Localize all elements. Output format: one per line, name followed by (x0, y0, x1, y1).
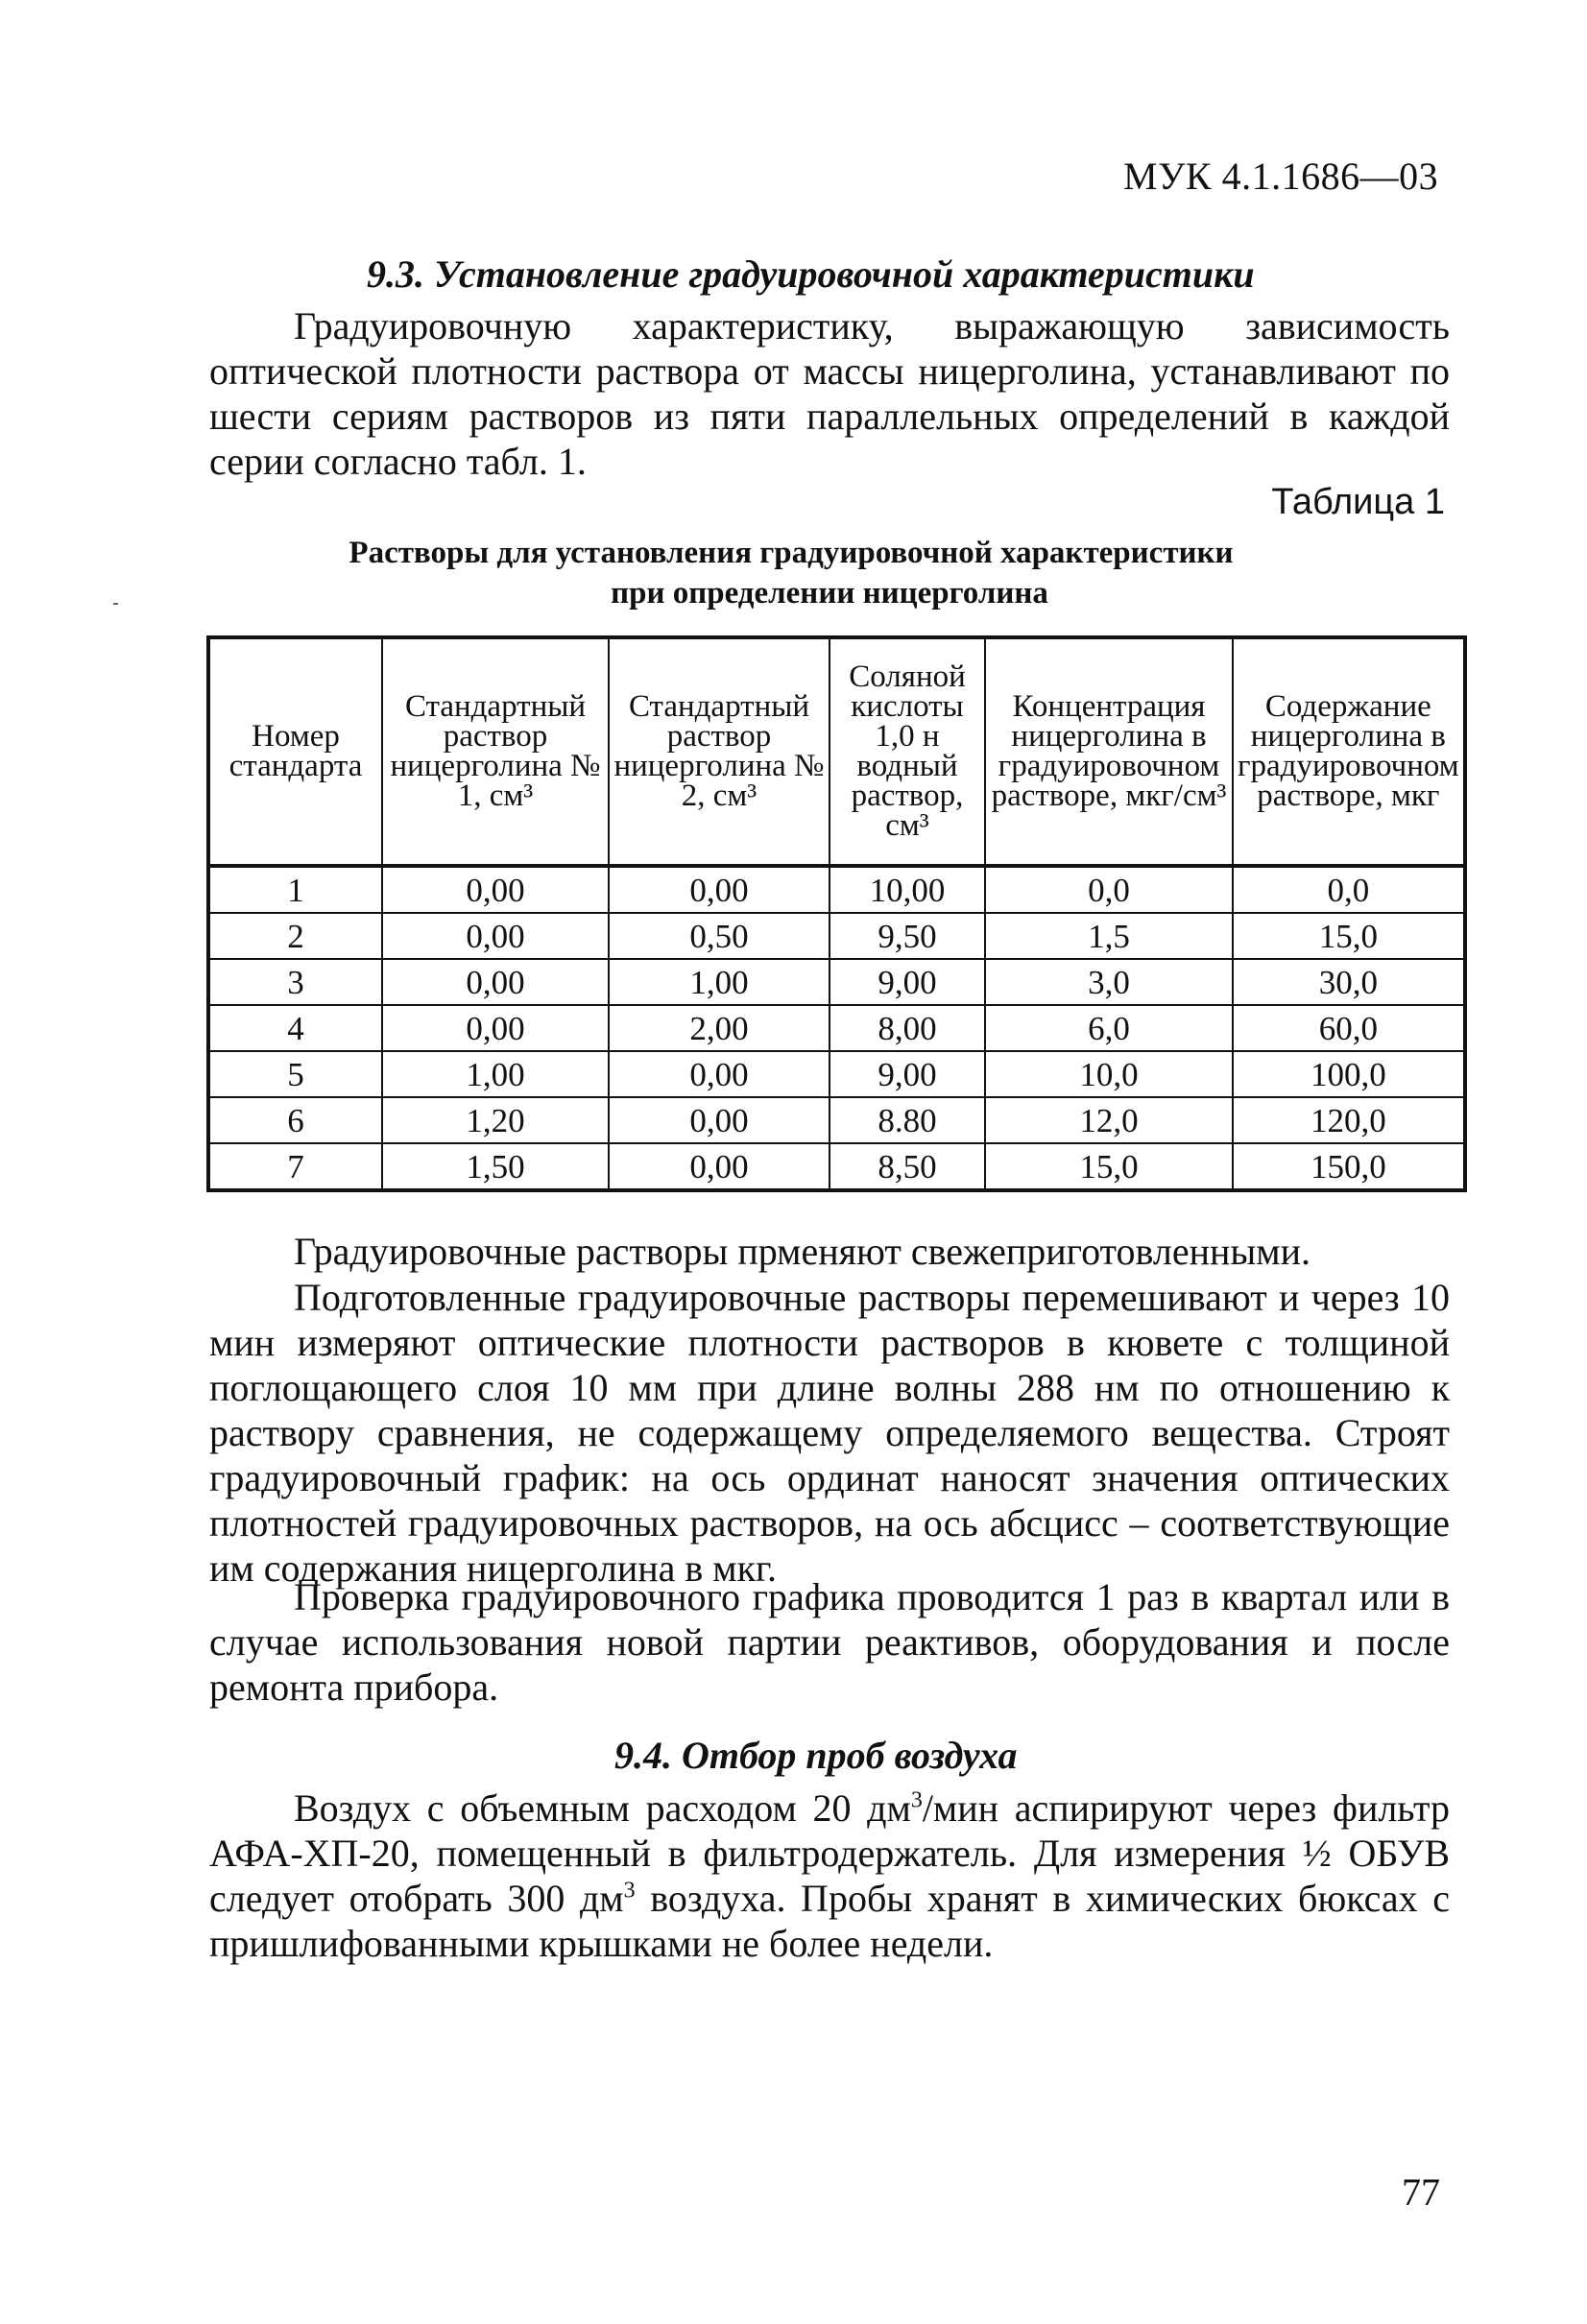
section-9-4-paragraph (209, 1785, 1450, 1966)
cell-solution-1: 0,00 (382, 913, 609, 959)
freshness-text: Градуировочные растворы прменяют свежеприготовленными. (294, 1230, 1310, 1273)
cell-content: 15,0 (1233, 913, 1465, 959)
standards-table-wrapper (206, 635, 1467, 1192)
cell-content: 120,0 (1233, 1097, 1465, 1143)
cell-concentration: 12,0 (985, 1097, 1233, 1143)
header-content: Содержание ницерголина в градуировочном растворе, мкг (1233, 637, 1465, 866)
freshness-paragraph (209, 1229, 1450, 1274)
table-header-row (208, 637, 1465, 866)
cell-solution-2: 1,00 (609, 959, 830, 1005)
superscript-3: 3 (910, 1787, 923, 1813)
cell-content: 150,0 (1233, 1143, 1465, 1190)
section-9-4-title: 9.4. Отбор проб воздуха (614, 1734, 1018, 1777)
cell-content: 30,0 (1233, 959, 1465, 1005)
cell-standard-number: 2 (208, 913, 382, 959)
section-9-3-paragraph (209, 303, 1450, 484)
cell-acid: 9,50 (830, 913, 985, 959)
cell-standard-number: 5 (208, 1051, 382, 1097)
sampling-text-b: /мин аспирируют через фильтр АФА-ХП-20, помещенный в фильтродержатель. Для измерения ½ ОБУВ следует отобрать 300 дм (209, 1786, 1450, 1920)
cell-standard-number: 3 (208, 959, 382, 1005)
header-standard-solution-2: Стандартный раствор ницерголина № 2, см³ (609, 637, 830, 866)
table-label: Таблица 1 (1271, 482, 1445, 522)
cell-solution-2: 0,00 (609, 1097, 830, 1143)
verification-text: Проверка градуировочного графика проводится 1 раз в квартал или в случае использования новой партии реактивов, оборудования и после ремонта прибора. (209, 1575, 1450, 1709)
document-code: МУК 4.1.1686—03 (1123, 155, 1439, 198)
section-9-3-text: Градуировочную характеристику, выражающую зависимость оптической плотности раствора от массы ницерголина, устанавливают по шести сериям растворов из пяти параллельных определений в каждой серии согласно табл. 1. (209, 304, 1450, 483)
cell-concentration: 15,0 (985, 1143, 1233, 1190)
cell-solution-2: 0,00 (609, 866, 830, 913)
sampling-text-a: Воздух с объемным расходом 20 дм (294, 1786, 911, 1830)
cell-concentration: 3,0 (985, 959, 1233, 1005)
cell-content: 100,0 (1233, 1051, 1465, 1097)
cell-standard-number: 4 (208, 1005, 382, 1051)
table-row (208, 1143, 1465, 1190)
cell-acid: 8,00 (830, 1005, 985, 1051)
table-caption (209, 533, 1450, 613)
sampling-text-c: воздуха. Пробы хранят в химических бюксах с пришлифованными крышками не более недели. (209, 1877, 1450, 1965)
cell-solution-1: 1,20 (382, 1097, 609, 1143)
cell-concentration: 10,0 (985, 1051, 1233, 1097)
cell-acid: 9,00 (830, 959, 985, 1005)
cell-solution-2: 0,00 (609, 1143, 830, 1190)
header-standard-solution-1: Стандартный раствор ницерголина № 1, см³ (382, 637, 609, 866)
cell-acid: 9,00 (830, 1051, 985, 1097)
cell-solution-2: 2,00 (609, 1005, 830, 1051)
cell-concentration: 6,0 (985, 1005, 1233, 1051)
table-caption-line-1: Растворы для установления градуировочной характеристики (349, 536, 1234, 570)
header-standard-number: Номер стандарта (208, 637, 382, 866)
header-hydrochloric-acid: Соляной кислоты 1,0 н водный раствор, см³ (830, 637, 985, 866)
cell-acid: 10,00 (830, 866, 985, 913)
cell-content: 0,0 (1233, 866, 1465, 913)
cell-solution-2: 0,50 (609, 913, 830, 959)
verification-paragraph (209, 1574, 1450, 1710)
cell-standard-number: 6 (208, 1097, 382, 1143)
table-row (208, 1051, 1465, 1097)
page-number: 77 (1402, 2170, 1440, 2214)
header-concentration: Концентрация ницерголина в градуировочном растворе, мкг/см³ (985, 637, 1233, 866)
table-row (208, 913, 1465, 959)
superscript-3: 3 (623, 1878, 636, 1904)
cell-solution-1: 0,00 (382, 1005, 609, 1051)
cell-concentration: 1,5 (985, 913, 1233, 959)
table-row (208, 1005, 1465, 1051)
table-row (208, 866, 1465, 913)
cell-content: 60,0 (1233, 1005, 1465, 1051)
cell-solution-1: 1,50 (382, 1143, 609, 1190)
table-caption-line-2: при определении ницерголина (611, 576, 1048, 611)
scan-mark (113, 603, 118, 605)
table-row (208, 1097, 1465, 1143)
measurement-paragraph (209, 1275, 1450, 1591)
cell-concentration: 0,0 (985, 866, 1233, 913)
cell-solution-2: 0,00 (609, 1051, 830, 1097)
cell-solution-1: 0,00 (382, 959, 609, 1005)
section-9-3-title: 9.3. Установление градуировочной характеристики (367, 252, 1255, 296)
measurement-text: Подготовленные градуировочные растворы перемешивают и через 10 мин измеряют оптические плотности растворов в кювете с толщиной поглощающего слоя 10 мм при длине волны 288 нм по отношению к раствору сравнения, не содержащему определяемого вещества. Строят градуировочный график: на ось ординат наносят значения оптических плотностей градуировочных растворов, на ось абсцисс – соответствующие им содержания ницерголина в мкг. (209, 1276, 1450, 1590)
cell-acid: 8.80 (830, 1097, 985, 1143)
cell-solution-1: 0,00 (382, 866, 609, 913)
table-row (208, 959, 1465, 1005)
cell-acid: 8,50 (830, 1143, 985, 1190)
standards-table (206, 635, 1467, 1192)
cell-standard-number: 1 (208, 866, 382, 913)
cell-standard-number: 7 (208, 1143, 382, 1190)
cell-solution-1: 1,00 (382, 1051, 609, 1097)
